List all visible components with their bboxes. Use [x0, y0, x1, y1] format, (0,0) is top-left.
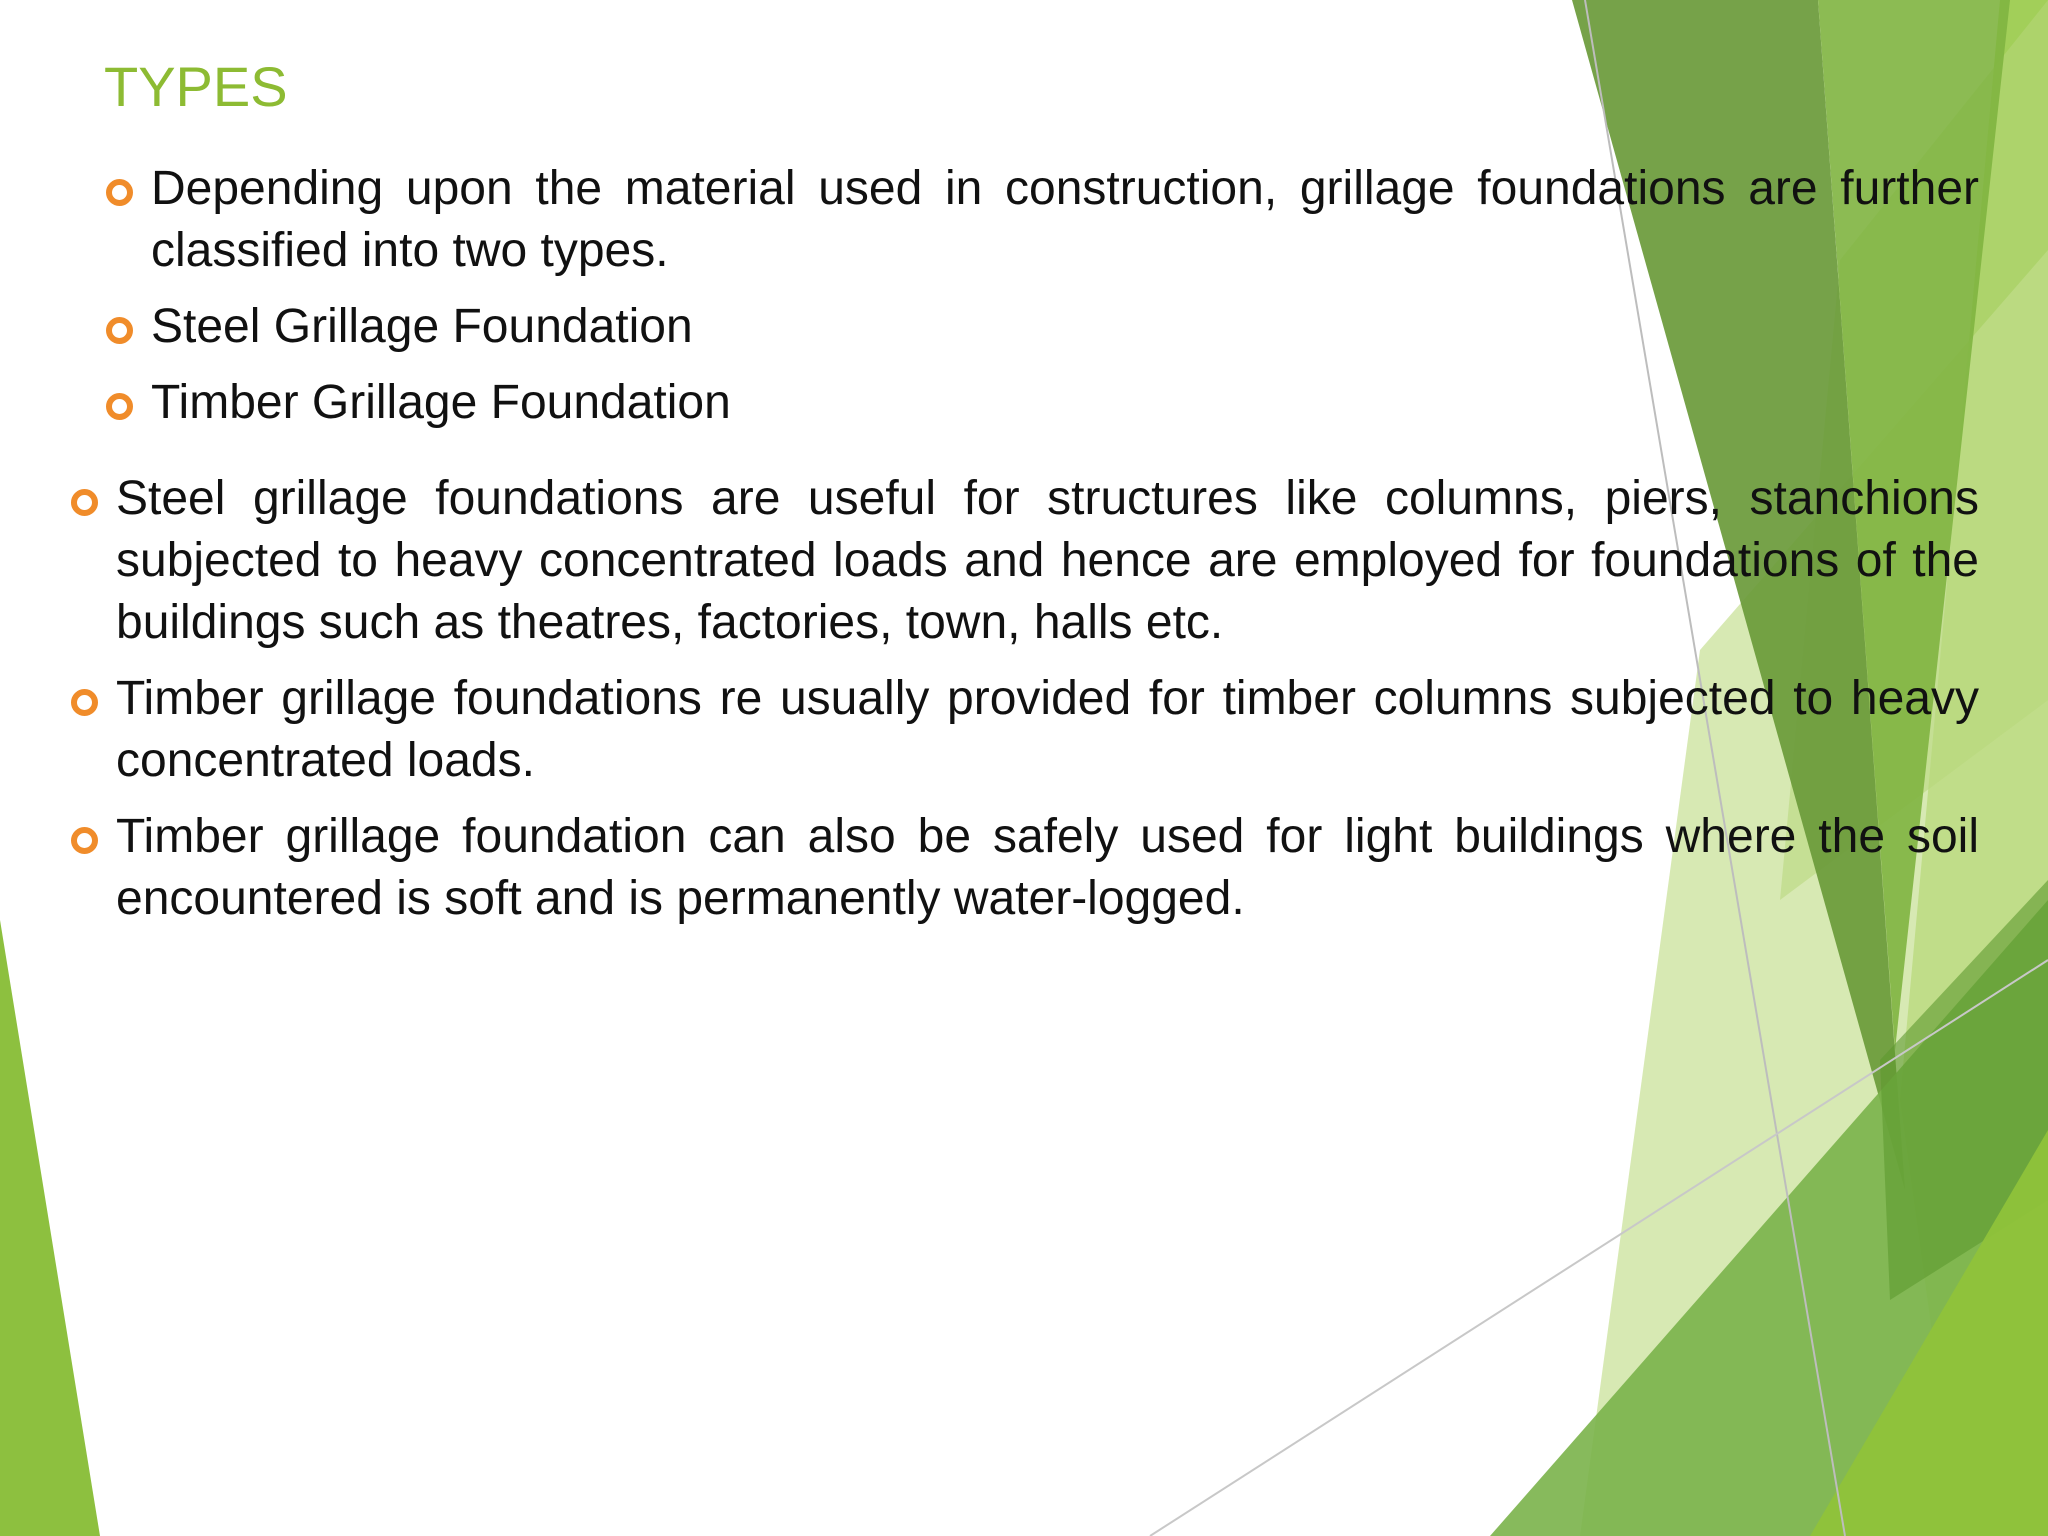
detail-bullet-item [116, 668, 1979, 792]
bullet-text: Depending upon the material used in construction, grillage foundations are further classified into two types. [151, 162, 1979, 277]
circle-bullet-icon [71, 689, 98, 716]
bullet-text: Timber Grillage Foundation [151, 376, 731, 429]
intro-bullet-list [151, 158, 1979, 448]
circle-bullet-icon [106, 393, 133, 420]
left-facet [0, 920, 100, 1536]
intro-bullet-item [151, 372, 1979, 434]
bullet-text: Steel grillage foundations are useful for structures like columns, piers, stanchions subjected to heavy concentrated loads and hence are employed for foundations of the buildings such as theatres, factories, town, halls etc. [116, 472, 1979, 649]
intro-bullet-item [151, 296, 1979, 358]
bullet-text: Steel Grillage Foundation [151, 300, 693, 353]
bullet-text: Timber grillage foundations re usually provided for timber columns subjected to heavy concentrated loads. [116, 672, 1979, 787]
intro-bullet-item [151, 158, 1979, 282]
circle-bullet-icon [106, 317, 133, 344]
slide-title: TYPES [104, 55, 288, 118]
circle-bullet-icon [71, 489, 98, 516]
detail-bullet-item [116, 806, 1979, 930]
detail-bullet-list [116, 468, 1979, 944]
detail-bullet-item [116, 468, 1979, 654]
circle-bullet-icon [71, 827, 98, 854]
bullet-text: Timber grillage foundation can also be safely used for light buildings where the soil encountered is soft and is permanently water-logged. [116, 810, 1979, 925]
circle-bullet-icon [106, 179, 133, 206]
